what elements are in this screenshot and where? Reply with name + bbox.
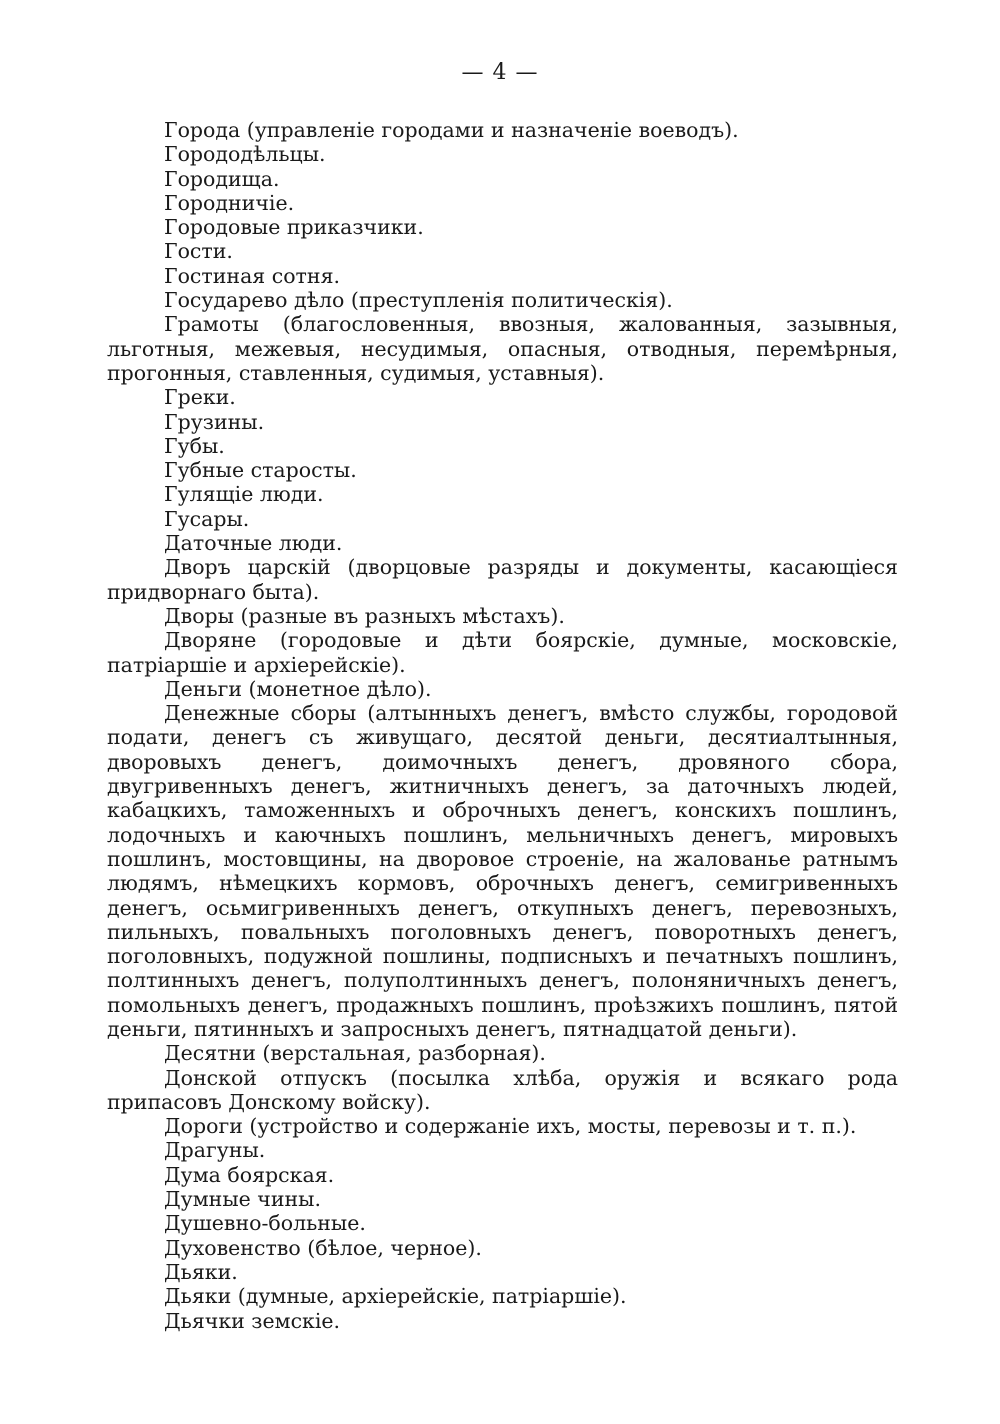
- index-entry: Горододѣльцы.: [164, 142, 326, 167]
- index-entry: Дума боярская.: [164, 1162, 335, 1187]
- index-entry: Грузины.: [164, 409, 265, 434]
- index-entry: Гулящіе люди.: [164, 482, 324, 507]
- index-entry: Духовенство (бѣлое, черное).: [164, 1235, 482, 1260]
- index-entry: Города (управленіе городами и назначеніе воеводъ).: [164, 118, 739, 142]
- index-entry: Дворъ царскій (дворцовые разряды и документы, касающіеся придворнаго быта).: [107, 555, 898, 604]
- index-entry: Гусары.: [164, 506, 250, 531]
- index-entries: [107, 118, 898, 1333]
- index-entry: Думные чины.: [164, 1187, 322, 1212]
- index-entry: Городища.: [164, 166, 280, 191]
- index-entry: Грамоты (благословенныя, ввозныя, жалованныя, зазывныя, льготныя, межевыя, несудимыя, опасныя, отводныя, перемѣрныя, прогонныя, ставленныя, судимыя, уставныя).: [107, 312, 898, 385]
- index-entry: Греки.: [164, 385, 236, 410]
- index-entry: Городовые приказчики.: [164, 215, 424, 240]
- index-entry: Дьячки земскіе.: [164, 1308, 341, 1333]
- index-entry: Денежные сборы (алтынныхъ денегъ, вмѣсто службы, городовой подати, денегъ съ живущаго, десятой деньги, десятиалтынныя, дворовыхъ денегъ, доимочныхъ денегъ, дровяного сбора, двугривенныхъ денегъ, житничныхъ денегъ, за даточныхъ людей, кабацкихъ, таможенныхъ и оброчныхъ денегъ, конскихъ пошлинъ, лодочныхъ и каючныхъ пошлинъ, мельничныхъ денегъ, мировыхъ пошлинъ, мостовщины, на дворовое строеніе, на жалованье ратнымъ людямъ, нѣмецкихъ кормовъ, оброчныхъ денегъ, семигривенныхъ денегъ, осьмигривенныхъ денегъ, откупныхъ денегъ, перевозныхъ, пильныхъ, повальныхъ поголовныхъ денегъ, поворотныхъ денегъ, поголовныхъ, подужной пошлины, подписныхъ и печатныхъ пошлинъ, полтинныхъ денегъ, полуполтинныхъ денегъ, полоняничныхъ денегъ, помольныхъ денегъ, продажныхъ пошлинъ, проѣзжихъ пошлинъ, пятой деньги, пятинныхъ и запросныхъ денегъ, пятнадцатой деньги).: [107, 701, 898, 1041]
- index-entry: Гости.: [164, 239, 233, 264]
- index-entry: Губные старосты.: [164, 458, 357, 483]
- index-entry: Деньги (монетное дѣло).: [164, 676, 432, 701]
- index-entry: Донской отпускъ (посылка хлѣба, оружія и всякаго рода припасовъ Донскому войску).: [107, 1065, 898, 1114]
- index-entry: Государево дѣло (преступленія политическія).: [164, 288, 673, 313]
- index-entry: Дороги (устройство и содержаніе ихъ, мосты, перевозы и т. п.).: [164, 1114, 857, 1139]
- index-entry: Городничіе.: [164, 190, 295, 215]
- index-entry: Дворяне (городовые и дѣти боярскіе, думные, московскіе, патріаршіе и архіерейскіе).: [107, 628, 898, 677]
- index-entry: Даточные люди.: [164, 531, 343, 556]
- index-entry: Душевно-больные.: [164, 1211, 366, 1236]
- index-entry: Драгуны.: [164, 1138, 266, 1163]
- index-entry: Дьяки (думные, архіерейскіе, патріаршіе).: [164, 1284, 627, 1309]
- index-entry: Дворы (разные въ разныхъ мѣстахъ).: [164, 603, 565, 628]
- index-entry: Губы.: [164, 433, 225, 458]
- index-entry: Десятни (верстальная, разборная).: [164, 1041, 546, 1066]
- page-number: — 4 —: [461, 60, 539, 85]
- index-entry: Гостиная сотня.: [164, 263, 341, 288]
- index-entry: Дьяки.: [164, 1259, 238, 1284]
